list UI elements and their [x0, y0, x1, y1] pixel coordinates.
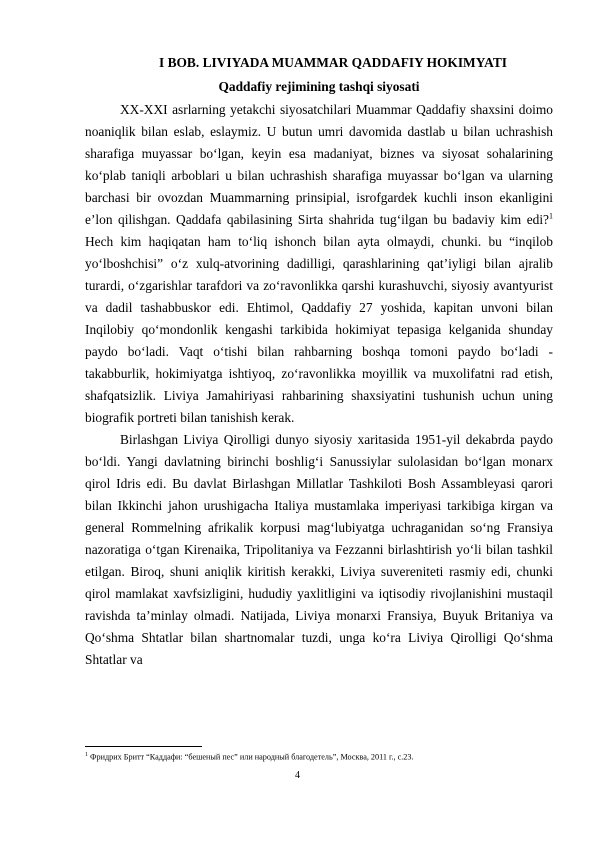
section-subheading: Qaddafiy rejimining tashqi siyosati [218, 79, 420, 94]
footnote-separator [85, 746, 202, 747]
paragraph-2: Birlashgan Liviya Qirolligi dunyo siyosiy xaritasida 1951-yil dekabrda paydo boʻldi. Yangi davlatning birinchi boshligʻi Sanussiylar sulolasidan boʻlgan monarx qirol Idris edi. Bu davlat Birlashgan Millatlar Tashkiloti Bosh Assambleyasi qarori bilan Ikkinchi jahon urushigacha Italiya mustamlaka imperiyasi tarkibiga kirgan va general Rommelning afrikalik korpusi magʻlubiyatga uchraganidan soʻng Fransiya nazoratiga oʻtgan Kirenaika, Tripolitaniya va Fezzanni birlashtirish yoʻli bilan tashkil etilgan. Biroq, shuni aniqlik kiritish kerakki, Liviya suvereniteti rasmiy edi, chunki qirol mamlakat xavfsizligini, hududiy yaxlitligini va iqtisodiy rivojlanishini mustaqil ravishda ta’minlay olmadi. Natijada, Liviya monarxi Fransiya, Buyuk Britaniya va Qoʻshma Shtatlar bilan shartnomalar tuzdi, unga koʻra Liviya Qirolligi Qoʻshma Shtatlar va [85, 432, 553, 667]
chapter-heading: I BOB. LIVIYADA MUAMMAR QADDAFIY HOKIMYATI [159, 55, 507, 70]
footnote-number: 1 [85, 752, 88, 758]
footnote [85, 750, 553, 763]
paragraph-1 [85, 99, 553, 429]
body-text [85, 99, 553, 671]
paragraph-1-part-a: XX-XXI asrlarning yetakchi siyosatchilari Muammar Qaddafiy shaxsini doimo noaniqlik bilan eslab, eslaymiz. U butun umri davomida dastlab u bilan uchrashish sharafiga muyassar boʻlgan, keyin esa madaniyat, biznes va siyosat sohalarining koʻplab taniqli arboblari u bilan uchrashish sharafiga muyassar boʻlgan va ularning barchasi bir ovozdan Muammarning prinsipial, isrofgardek kuchli inson ekanligini e’lon qilishgan. Qaddafa qabilasining Sirta shahrida tugʻilgan bu badaviy kim edi? [85, 102, 553, 227]
footnote-text: Фридрих Бритт “Каддафи: “бешеный пес” или народный благодетель”, Москва, 2011 г., с.23. [88, 752, 414, 762]
page-number: 4 [295, 770, 300, 781]
footnote-reference[interactable]: 1 [549, 211, 553, 221]
paragraph-1-part-b: Hech kim haqiqatan ham toʻliq ishonch bilan ayta olmaydi, chunki. bu “inqilob yoʻlboshchisi” oʻz xulq-atvorining dadilligi, qarashlarining qat’iyligi bilan ajralib turardi, oʻzgarishlar tarafdori va zoʻravonlikka qarshi kurashuvchi, siyosiy avantyurist va dadil tashabbuskor edi. Ehtimol, Qaddafiy 27 yoshida, kapitan unvoni bilan Inqilobiy qoʻmondonlik kengashi tarkibida hokimiyat tepasiga kelganida shunday paydo boʻladi. Vaqt oʻtishi bilan rahbarning boshqa tomoni paydo boʻladi - takabburlik, hokimiyatga ishtiyoq, zoʻravonlikka moyillik va muxolifatni rad etish, shafqatsizlik. Liviya Jamahiriyasi rahbarining shaxsiyatini tushunish uchun uning biografik portreti bilan tanishish kerak. [85, 234, 553, 425]
